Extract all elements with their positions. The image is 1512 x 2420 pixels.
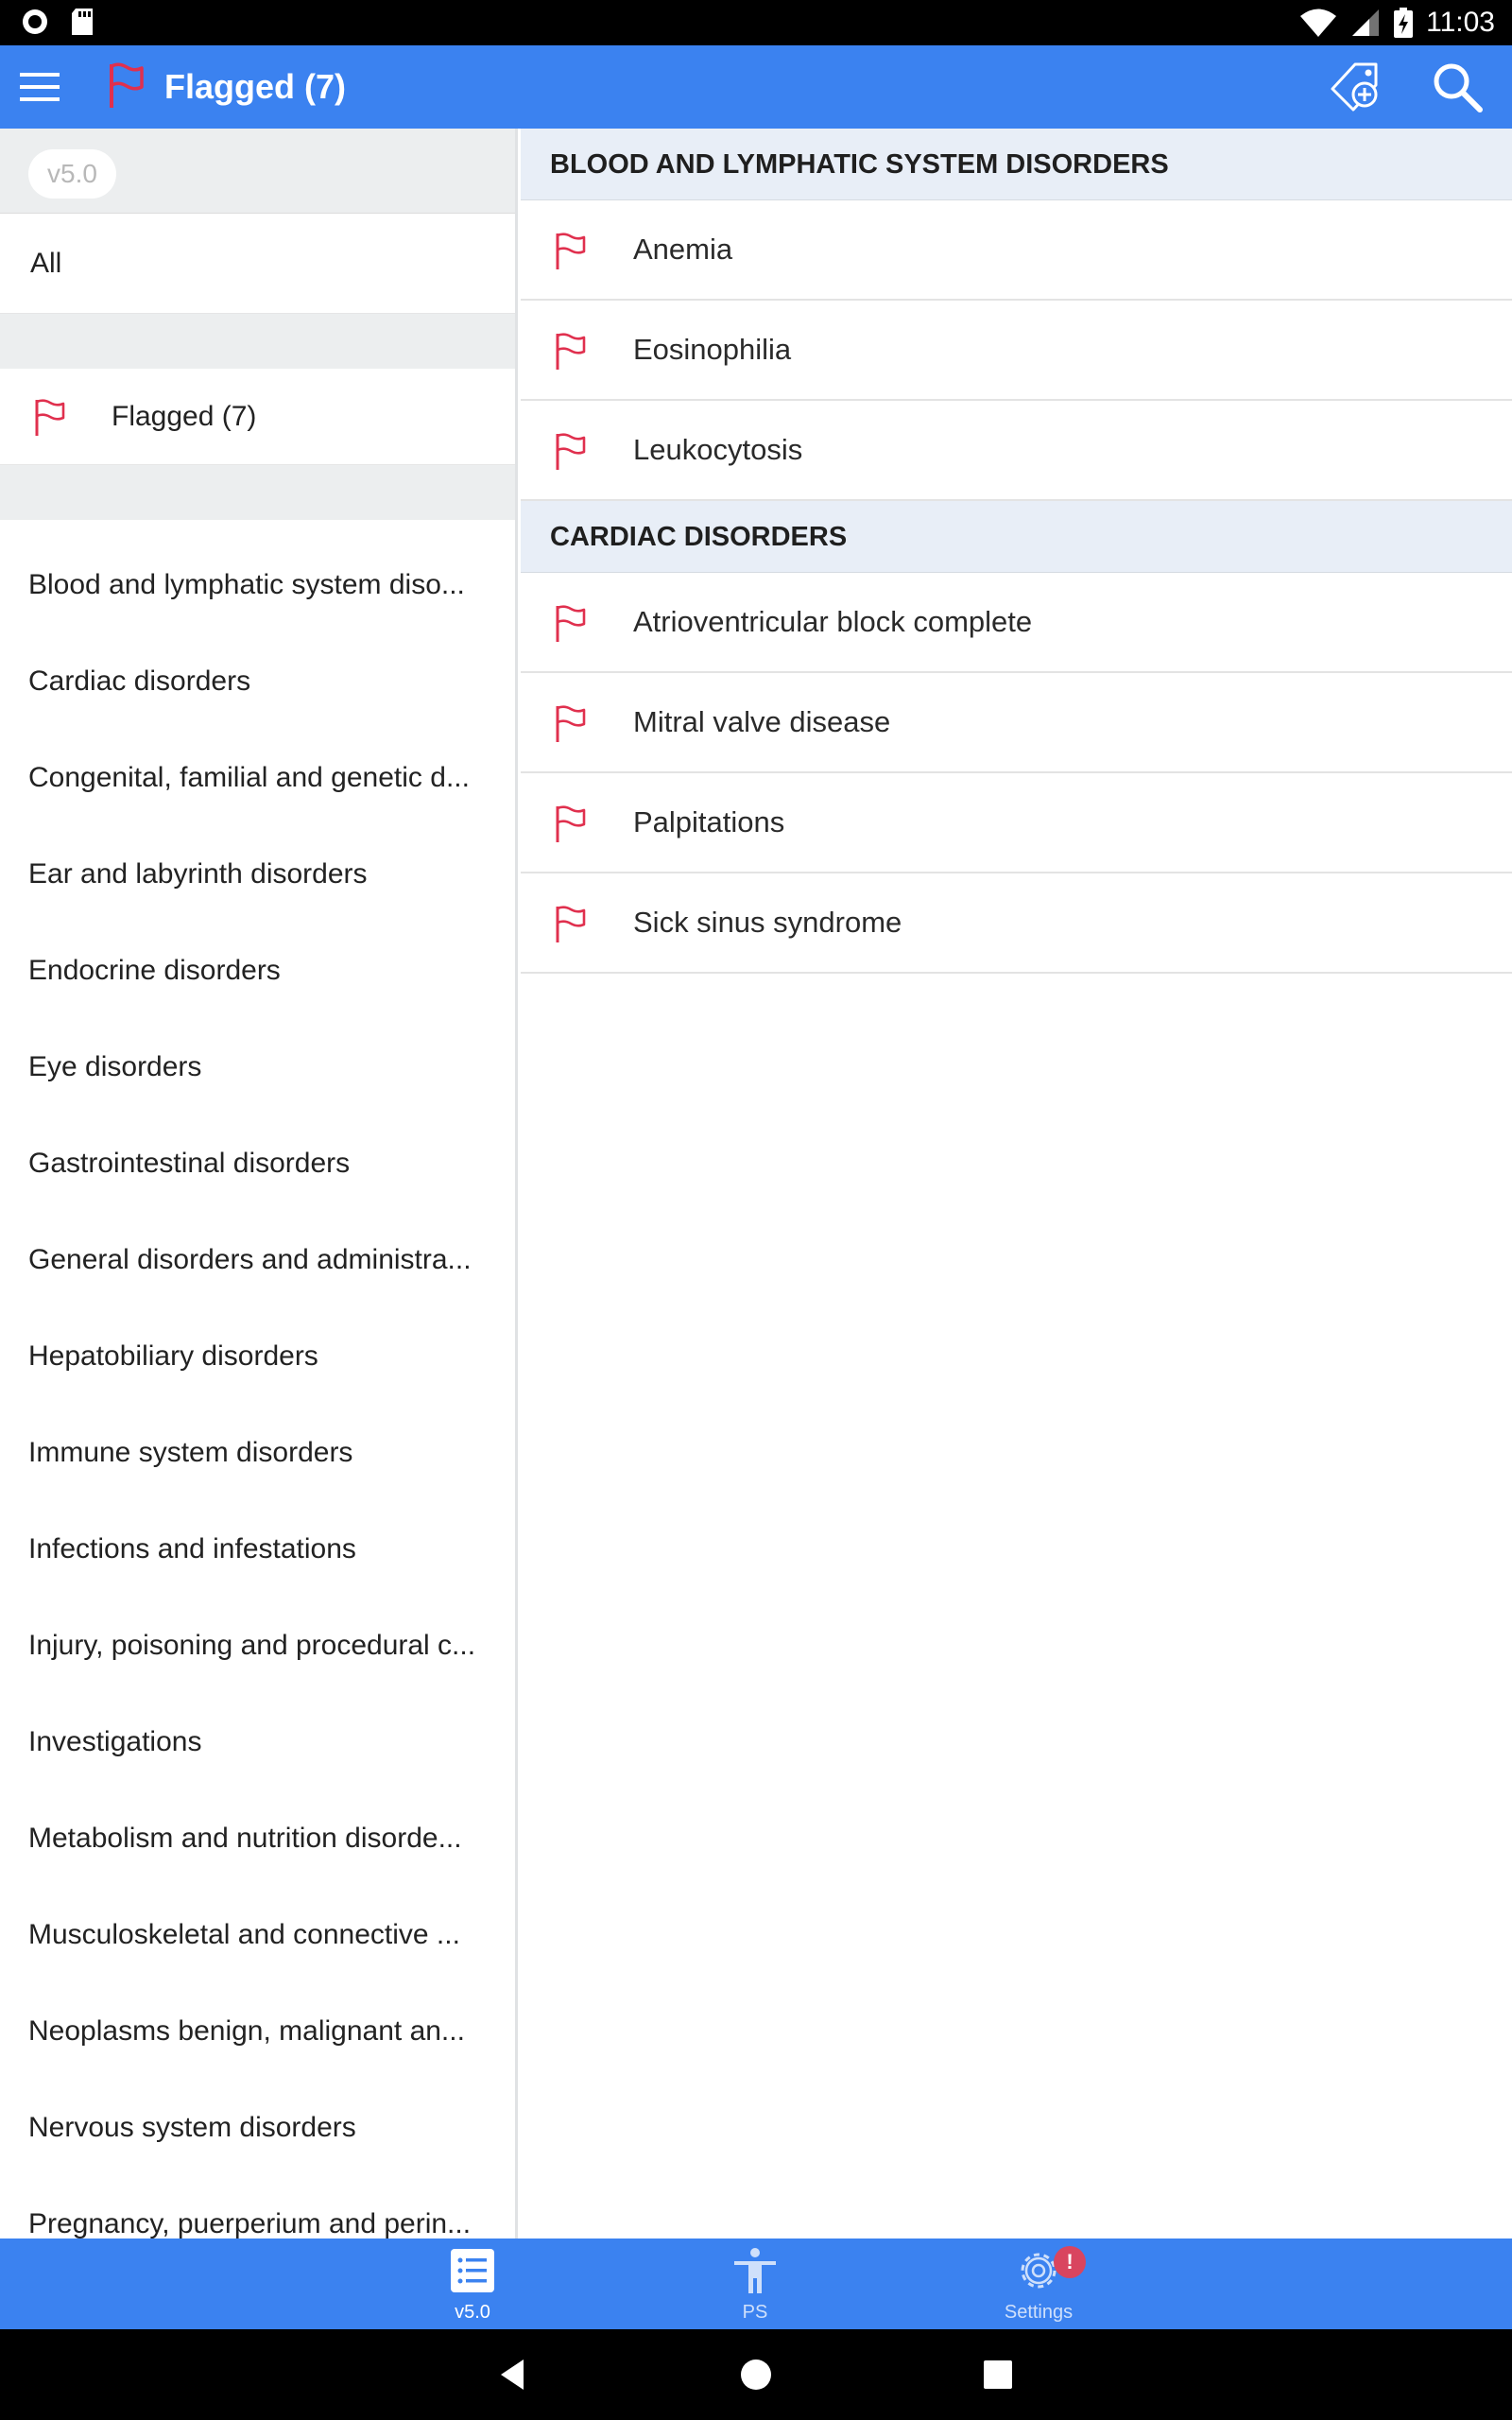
flag-icon (34, 399, 66, 437)
flag-icon[interactable] (555, 805, 587, 843)
category-item[interactable]: Musculoskeletal and connective ... (28, 1919, 460, 1950)
divider (0, 465, 515, 520)
flag-icon[interactable] (555, 906, 587, 943)
category-list (0, 520, 515, 2238)
signal-icon (1350, 8, 1381, 38)
back-icon[interactable] (491, 2352, 537, 2397)
sidebar-item-label: Flagged (7) (112, 401, 257, 432)
flag-icon (108, 62, 146, 110)
bottom-tab-bar (0, 2238, 1512, 2329)
menu-button[interactable] (13, 60, 66, 113)
app-bar (0, 45, 1512, 129)
home-icon[interactable] (733, 2352, 779, 2397)
wifi-icon (1299, 8, 1337, 38)
version-strip (0, 129, 515, 214)
flagged-term-row[interactable] (521, 673, 1512, 773)
status-bar (0, 0, 1512, 45)
flag-icon[interactable] (555, 433, 587, 471)
battery-charging-icon (1394, 8, 1413, 38)
person-icon (730, 2246, 780, 2295)
section-header: BLOOD AND LYMPHATIC SYSTEM DISORDERS (521, 129, 1512, 200)
sidebar-item-flagged[interactable] (0, 369, 515, 465)
category-item[interactable]: Investigations (28, 1726, 202, 1757)
status-time: 11:03 (1426, 7, 1495, 38)
category-item[interactable]: Cardiac disorders (28, 666, 251, 697)
tab-label: Settings (1004, 2302, 1074, 2323)
tab-settings[interactable] (944, 2238, 1133, 2329)
term-label: Sick sinus syndrome (633, 906, 902, 939)
category-item[interactable]: Gastrointestinal disorders (28, 1148, 351, 1179)
divider (0, 314, 515, 369)
term-label: Eosinophilia (633, 333, 792, 366)
category-item[interactable]: Ear and labyrinth disorders (28, 858, 368, 890)
category-item[interactable]: Nervous system disorders (28, 2112, 356, 2143)
version-pill[interactable]: v5.0 (28, 149, 116, 199)
section-header: CARDIAC DISORDERS (521, 501, 1512, 573)
list-icon (448, 2246, 497, 2295)
term-label: Palpitations (633, 805, 785, 838)
flag-icon[interactable] (555, 605, 587, 643)
tab-label: PS (742, 2302, 768, 2323)
flagged-terms-list (521, 129, 1512, 2238)
category-item[interactable]: Blood and lymphatic system diso... (28, 569, 465, 600)
category-sidebar (0, 129, 518, 2238)
category-item[interactable]: Eye disorders (28, 1051, 202, 1082)
category-item[interactable]: Congenital, familial and genetic d... (28, 762, 470, 793)
category-item[interactable]: Hepatobiliary disorders (28, 1340, 318, 1372)
category-item[interactable]: Immune system disorders (28, 1437, 353, 1468)
flag-icon[interactable] (555, 705, 587, 743)
category-item[interactable]: Pregnancy, puerperium and perin... (28, 2208, 472, 2238)
term-label: Atrioventricular block complete (633, 605, 1033, 638)
menu-icon (20, 73, 60, 101)
sd-card-icon (70, 8, 94, 36)
system-nav-bar (0, 2329, 1512, 2420)
flag-icon[interactable] (555, 333, 587, 371)
tag-add-icon[interactable] (1327, 57, 1387, 117)
page-title: Flagged (7) (164, 67, 347, 106)
category-item[interactable]: General disorders and administra... (28, 1244, 472, 1275)
flagged-term-row[interactable] (521, 773, 1512, 873)
category-item[interactable]: Endocrine disorders (28, 955, 281, 986)
flagged-term-row[interactable] (521, 573, 1512, 673)
recents-icon[interactable] (975, 2352, 1021, 2397)
category-item[interactable]: Metabolism and nutrition disorde... (28, 1823, 462, 1854)
term-label: Anemia (633, 233, 733, 266)
flagged-term-row[interactable] (521, 401, 1512, 501)
term-label: Leukocytosis (633, 433, 803, 466)
term-label: Mitral valve disease (633, 705, 891, 738)
record-icon (21, 8, 49, 36)
category-item[interactable]: Neoplasms benign, malignant an... (28, 2015, 465, 2047)
tab-label: v5.0 (455, 2302, 490, 2323)
flagged-term-row[interactable] (521, 873, 1512, 974)
tab-v50[interactable] (378, 2238, 567, 2329)
notification-badge: ! (1054, 2246, 1086, 2278)
category-item[interactable]: Infections and infestations (28, 1533, 356, 1564)
tab-ps[interactable] (661, 2238, 850, 2329)
flagged-term-row[interactable] (521, 301, 1512, 401)
sidebar-item-all[interactable]: All (0, 214, 515, 314)
search-icon[interactable] (1429, 59, 1486, 115)
flag-icon[interactable] (555, 233, 587, 270)
flagged-term-row[interactable] (521, 200, 1512, 301)
category-item[interactable]: Injury, poisoning and procedural c... (28, 1630, 476, 1661)
